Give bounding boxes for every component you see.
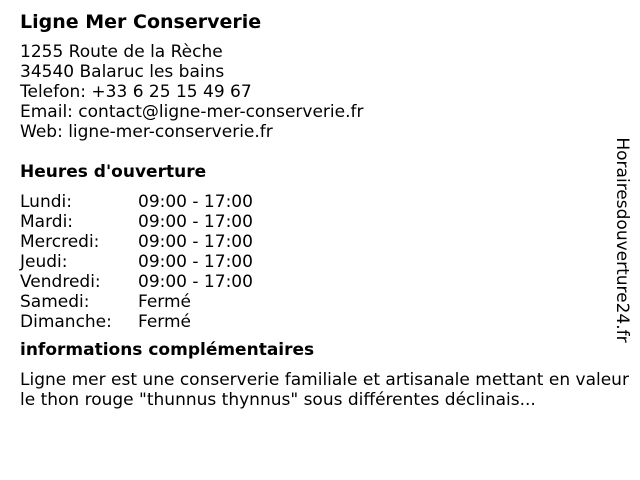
- hours-row-monday: [20, 192, 610, 212]
- time-value: Fermé: [138, 292, 192, 312]
- address-city: 34540 Balaruc les bains: [20, 62, 225, 82]
- hours-row-saturday: [20, 292, 610, 312]
- hours-table: [20, 192, 610, 332]
- hours-row-tuesday: [20, 212, 610, 232]
- phone-line: Telefon: +33 6 25 15 49 67: [20, 82, 252, 102]
- time-value: 09:00 - 17:00: [138, 212, 253, 232]
- day-label: Mardi:: [20, 212, 74, 232]
- day-label: Dimanche:: [20, 312, 112, 332]
- email-line: Email: contact@ligne-mer-conserverie.fr: [20, 102, 364, 122]
- hours-heading: Heures d'ouverture: [20, 162, 207, 182]
- hours-row-friday: [20, 272, 610, 292]
- site-watermark: Horairesdouverture24.fr: [612, 137, 632, 343]
- web-line: Web: ligne-mer-conserverie.fr: [20, 122, 273, 142]
- day-label: Samedi:: [20, 292, 90, 312]
- time-value: Fermé: [138, 312, 192, 332]
- hours-row-wednesday: [20, 232, 610, 252]
- time-value: 09:00 - 17:00: [138, 232, 253, 252]
- info-description: Ligne mer est une conserverie familiale et artisanale mettant en valeur le thon rouge "thunnus thynnus" sous différentes déclinais...: [20, 370, 629, 410]
- day-label: Lundi:: [20, 192, 72, 212]
- time-value: 09:00 - 17:00: [138, 252, 253, 272]
- time-value: 09:00 - 17:00: [138, 192, 253, 212]
- address-street: 1255 Route de la Rèche: [20, 42, 223, 62]
- time-value: 09:00 - 17:00: [138, 272, 253, 292]
- hours-row-sunday: [20, 312, 610, 332]
- day-label: Vendredi:: [20, 272, 101, 292]
- day-label: Mercredi:: [20, 232, 100, 252]
- hours-row-thursday: [20, 252, 610, 272]
- business-name: Ligne Mer Conserverie: [20, 11, 262, 33]
- info-heading: informations complémentaires: [20, 340, 315, 360]
- day-label: Jeudi:: [20, 252, 68, 272]
